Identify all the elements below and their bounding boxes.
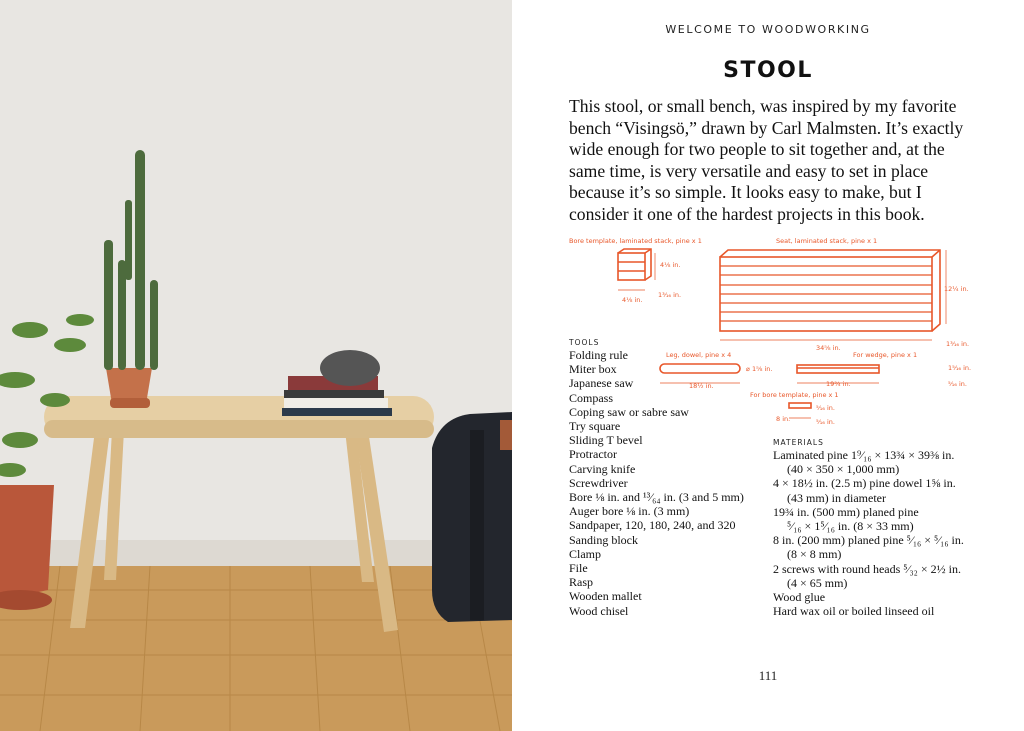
tool-item: Rasp (569, 575, 593, 590)
tool-item: Miter box (569, 362, 617, 377)
bore-piece-length: 8 in. (776, 415, 791, 423)
tool-item: Auger bore ⅛ in. (3 mm) (569, 504, 690, 519)
tool-item: Protractor (569, 447, 617, 462)
page-number: 111 (758, 668, 778, 683)
tool-item: Coping saw or sabre saw (569, 404, 689, 419)
material-item: 8 in. (200 mm) planed pine ⁵⁄₁₆ × ⁵⁄₁₆ in. (773, 533, 964, 548)
leg-label: Leg, dowel, pine x 4 (666, 351, 732, 359)
tools-heading: TOOLS (569, 338, 600, 347)
material-item: (40 × 350 × 1,000 mm) (787, 462, 900, 477)
tool-item: Sliding T bevel (569, 433, 643, 448)
tool-item: Sandpaper, 120, 180, 240, and 320 (569, 518, 736, 533)
material-item: ⁵⁄₁₆ × 1⁵⁄₁₆ in. (8 × 33 mm) (787, 519, 914, 534)
material-item: Laminated pine 1⁹⁄₁₆ × 13¾ × 39⅜ in. (773, 448, 955, 462)
material-item: 2 screws with round heads ⁵⁄₃₂ × 2½ in. (773, 561, 961, 576)
tool-item: Screwdriver (569, 475, 628, 490)
leg-diameter: ⌀ 1⅝ in. (746, 365, 773, 373)
materials-list (773, 448, 1003, 618)
seat-width: 34⅝ in. (816, 344, 841, 352)
wedge-depth: ⁵⁄₁₆ in. (948, 380, 967, 388)
bore-piece-height: ⁵⁄₁₆ in. (816, 404, 835, 412)
material-item: (4 × 65 mm) (787, 575, 848, 590)
tool-item: Carving knife (569, 461, 636, 476)
material-item: Wood glue (773, 590, 826, 605)
bore-template-label: Bore template, laminated stack, pine x 1 (569, 237, 702, 245)
tool-item: Bore ⅛ in. and ¹³⁄₆₄ in. (3 and 5 mm) (569, 490, 744, 505)
tool-item: Sanding block (569, 532, 638, 547)
wedge-stick (797, 365, 879, 373)
tool-item: Wood chisel (569, 603, 629, 618)
material-item: Hard wax oil or boiled linseed oil (773, 604, 935, 619)
leg-length: 18½ in. (689, 382, 714, 390)
page-title: STOOL (723, 58, 813, 83)
bore-template-depth: 1³⁄₁₆ in. (658, 291, 682, 299)
tools-list (569, 348, 769, 618)
seat-label: Seat, laminated stack, pine x 1 (776, 237, 878, 245)
bore-piece (789, 403, 811, 408)
bore-template-block (618, 253, 645, 280)
tool-item: Clamp (569, 546, 601, 561)
seat-height: 12¼ in. (944, 285, 969, 293)
tool-item: Try square (569, 419, 621, 434)
tool-item: File (569, 561, 588, 576)
intro-paragraph: This stool, or small bench, was inspired by my favorite bench “Visingsö,” drawn by Carl Malmsten. It’s exactly wide enough for two people to sit together and, at the same time, is very versatile and easy to set in place because it’s so simple. It looks easy to make, but I consider it one of the hardest projects in this book. (569, 96, 964, 224)
wedge-height: 1⁵⁄₁₆ in. (948, 364, 972, 372)
running-head: WELCOME TO WOODWORKING (665, 23, 871, 36)
wedge-length: 19¾ in. (826, 380, 851, 388)
material-item: 19¾ in. (500 mm) planed pine (773, 504, 919, 519)
tool-item: Wooden mallet (569, 589, 642, 604)
bore-piece-label: For bore template, pine x 1 (750, 391, 839, 399)
wedge-label: For wedge, pine x 1 (853, 351, 918, 359)
tool-item: Compass (569, 390, 614, 405)
material-item: (43 mm) in diameter (787, 490, 886, 505)
bore-piece-depth: ⁵⁄₁₆ in. (816, 418, 835, 426)
seat-depth: 1³⁄₁₆ in. (946, 340, 970, 348)
bore-template-width: 4⅛ in. (622, 296, 643, 304)
bore-template-height: 4⅛ in. (660, 261, 681, 269)
material-item: (8 × 8 mm) (787, 547, 842, 562)
text-page (512, 0, 1024, 731)
material-item: 4 × 18½ in. (2.5 m) pine dowel 1⅝ in. (773, 476, 956, 491)
tool-item: Japanese saw (569, 376, 634, 391)
tool-item: Folding rule (569, 348, 628, 362)
materials-heading: MATERIALS (773, 438, 824, 447)
